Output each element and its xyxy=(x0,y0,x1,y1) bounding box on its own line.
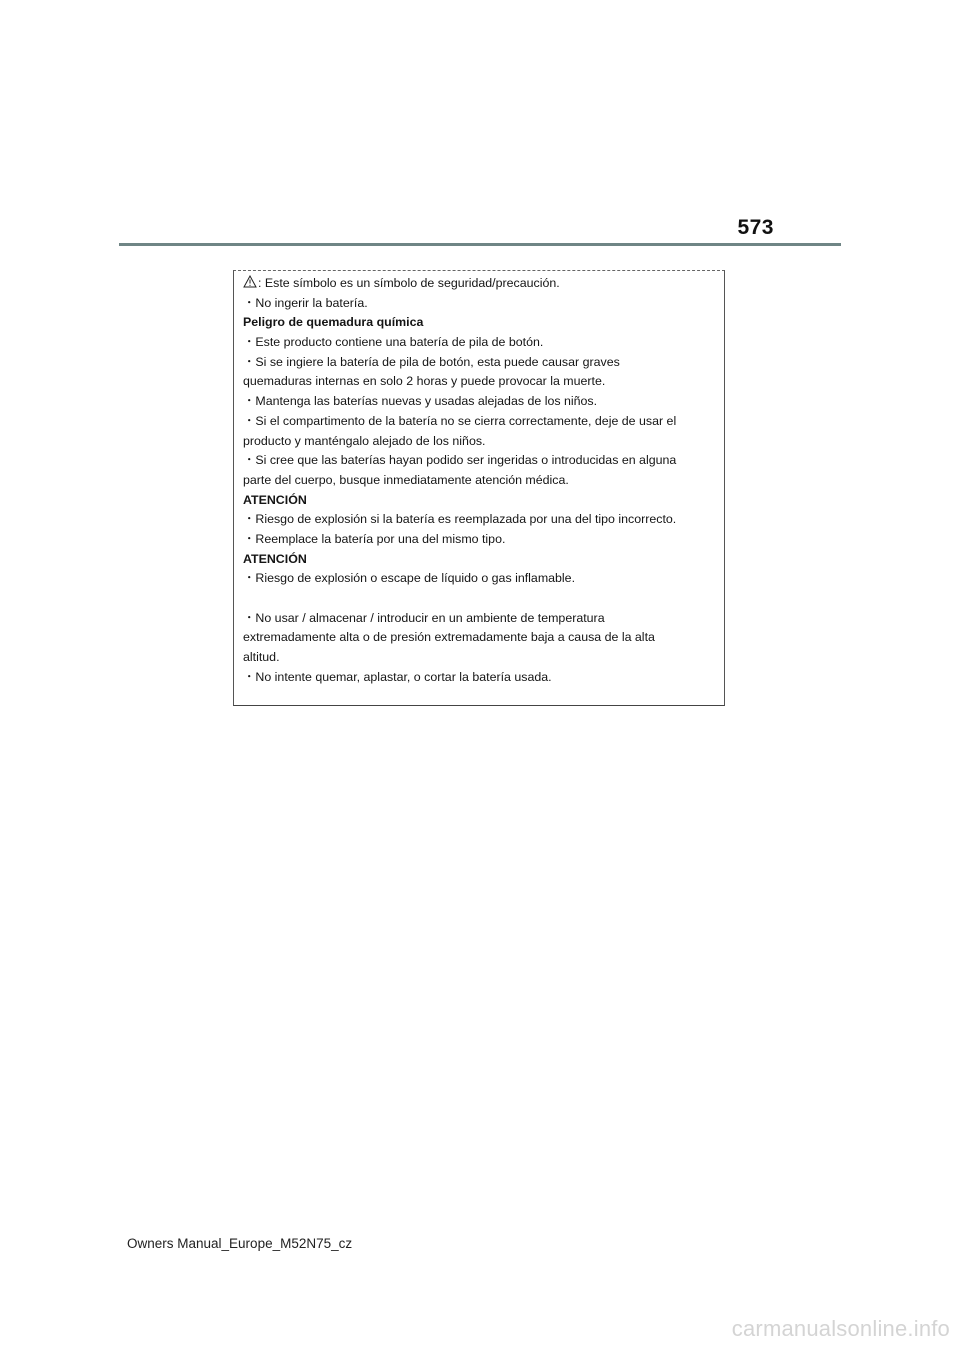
page-number: 573 xyxy=(737,216,774,239)
notice-line: ・Si se ingiere la batería de pila de botón, esta puede causar graves xyxy=(243,354,620,369)
notice-line: quemaduras internas en solo 2 horas y puede provocar la muerte. xyxy=(243,374,606,389)
notice-line: ・Mantenga las baterías nuevas y usadas alejadas de los niños. xyxy=(243,394,598,409)
header-rule xyxy=(119,243,841,246)
watermark-link[interactable]: carmanualsonline.info xyxy=(731,1316,950,1341)
notice-line: ・Este producto contiene una batería de pila de botón. xyxy=(243,335,544,350)
notice-heading: ATENCIÓN xyxy=(243,551,307,566)
notice-heading: Peligro de quemadura química xyxy=(243,315,424,330)
notice-line: ・Si el compartimento de la batería no se cierra correctamente, deje de usar el xyxy=(243,413,677,428)
notice-line: ・Reemplace la batería por una del mismo tipo. xyxy=(243,531,506,546)
notice-heading: ATENCIÓN xyxy=(243,492,307,507)
notice-text xyxy=(243,274,718,687)
footer-doc-id: Owners Manual_Europe_M52N75_cz xyxy=(127,1236,353,1251)
notice-line: parte del cuerpo, busque inmediatamente atención médica. xyxy=(243,472,569,487)
notice-line: ・No intente quemar, aplastar, o cortar la batería usada. xyxy=(243,669,552,684)
notice-line: ・Si cree que las baterías hayan podido ser ingeridas o introducidas en alguna xyxy=(243,453,677,468)
notice-line: producto y manténgalo alejado de los niños. xyxy=(243,433,486,448)
notice-symbol-line xyxy=(243,274,718,294)
notice-line: ・No usar / almacenar / introducir en un ambiente de temperatura xyxy=(243,610,605,625)
notice-line: ・No ingerir la batería. xyxy=(243,295,368,310)
notice-line: ・Riesgo de explosión o escape de líquido o gas inflamable. xyxy=(243,571,576,586)
notice-symbol-text: : Este símbolo es un símbolo de seguridad/precaución. xyxy=(258,276,560,290)
warning-triangle-icon xyxy=(243,275,257,288)
notice-line: extremadamente alta o de presión extremadamente baja a causa de la alta xyxy=(243,630,655,645)
notice-line: altitud. xyxy=(243,650,280,665)
notice-line: ・Riesgo de explosión si la batería es reemplazada por una del tipo incorrecto. xyxy=(243,512,677,527)
notice-blank-line xyxy=(243,589,718,609)
